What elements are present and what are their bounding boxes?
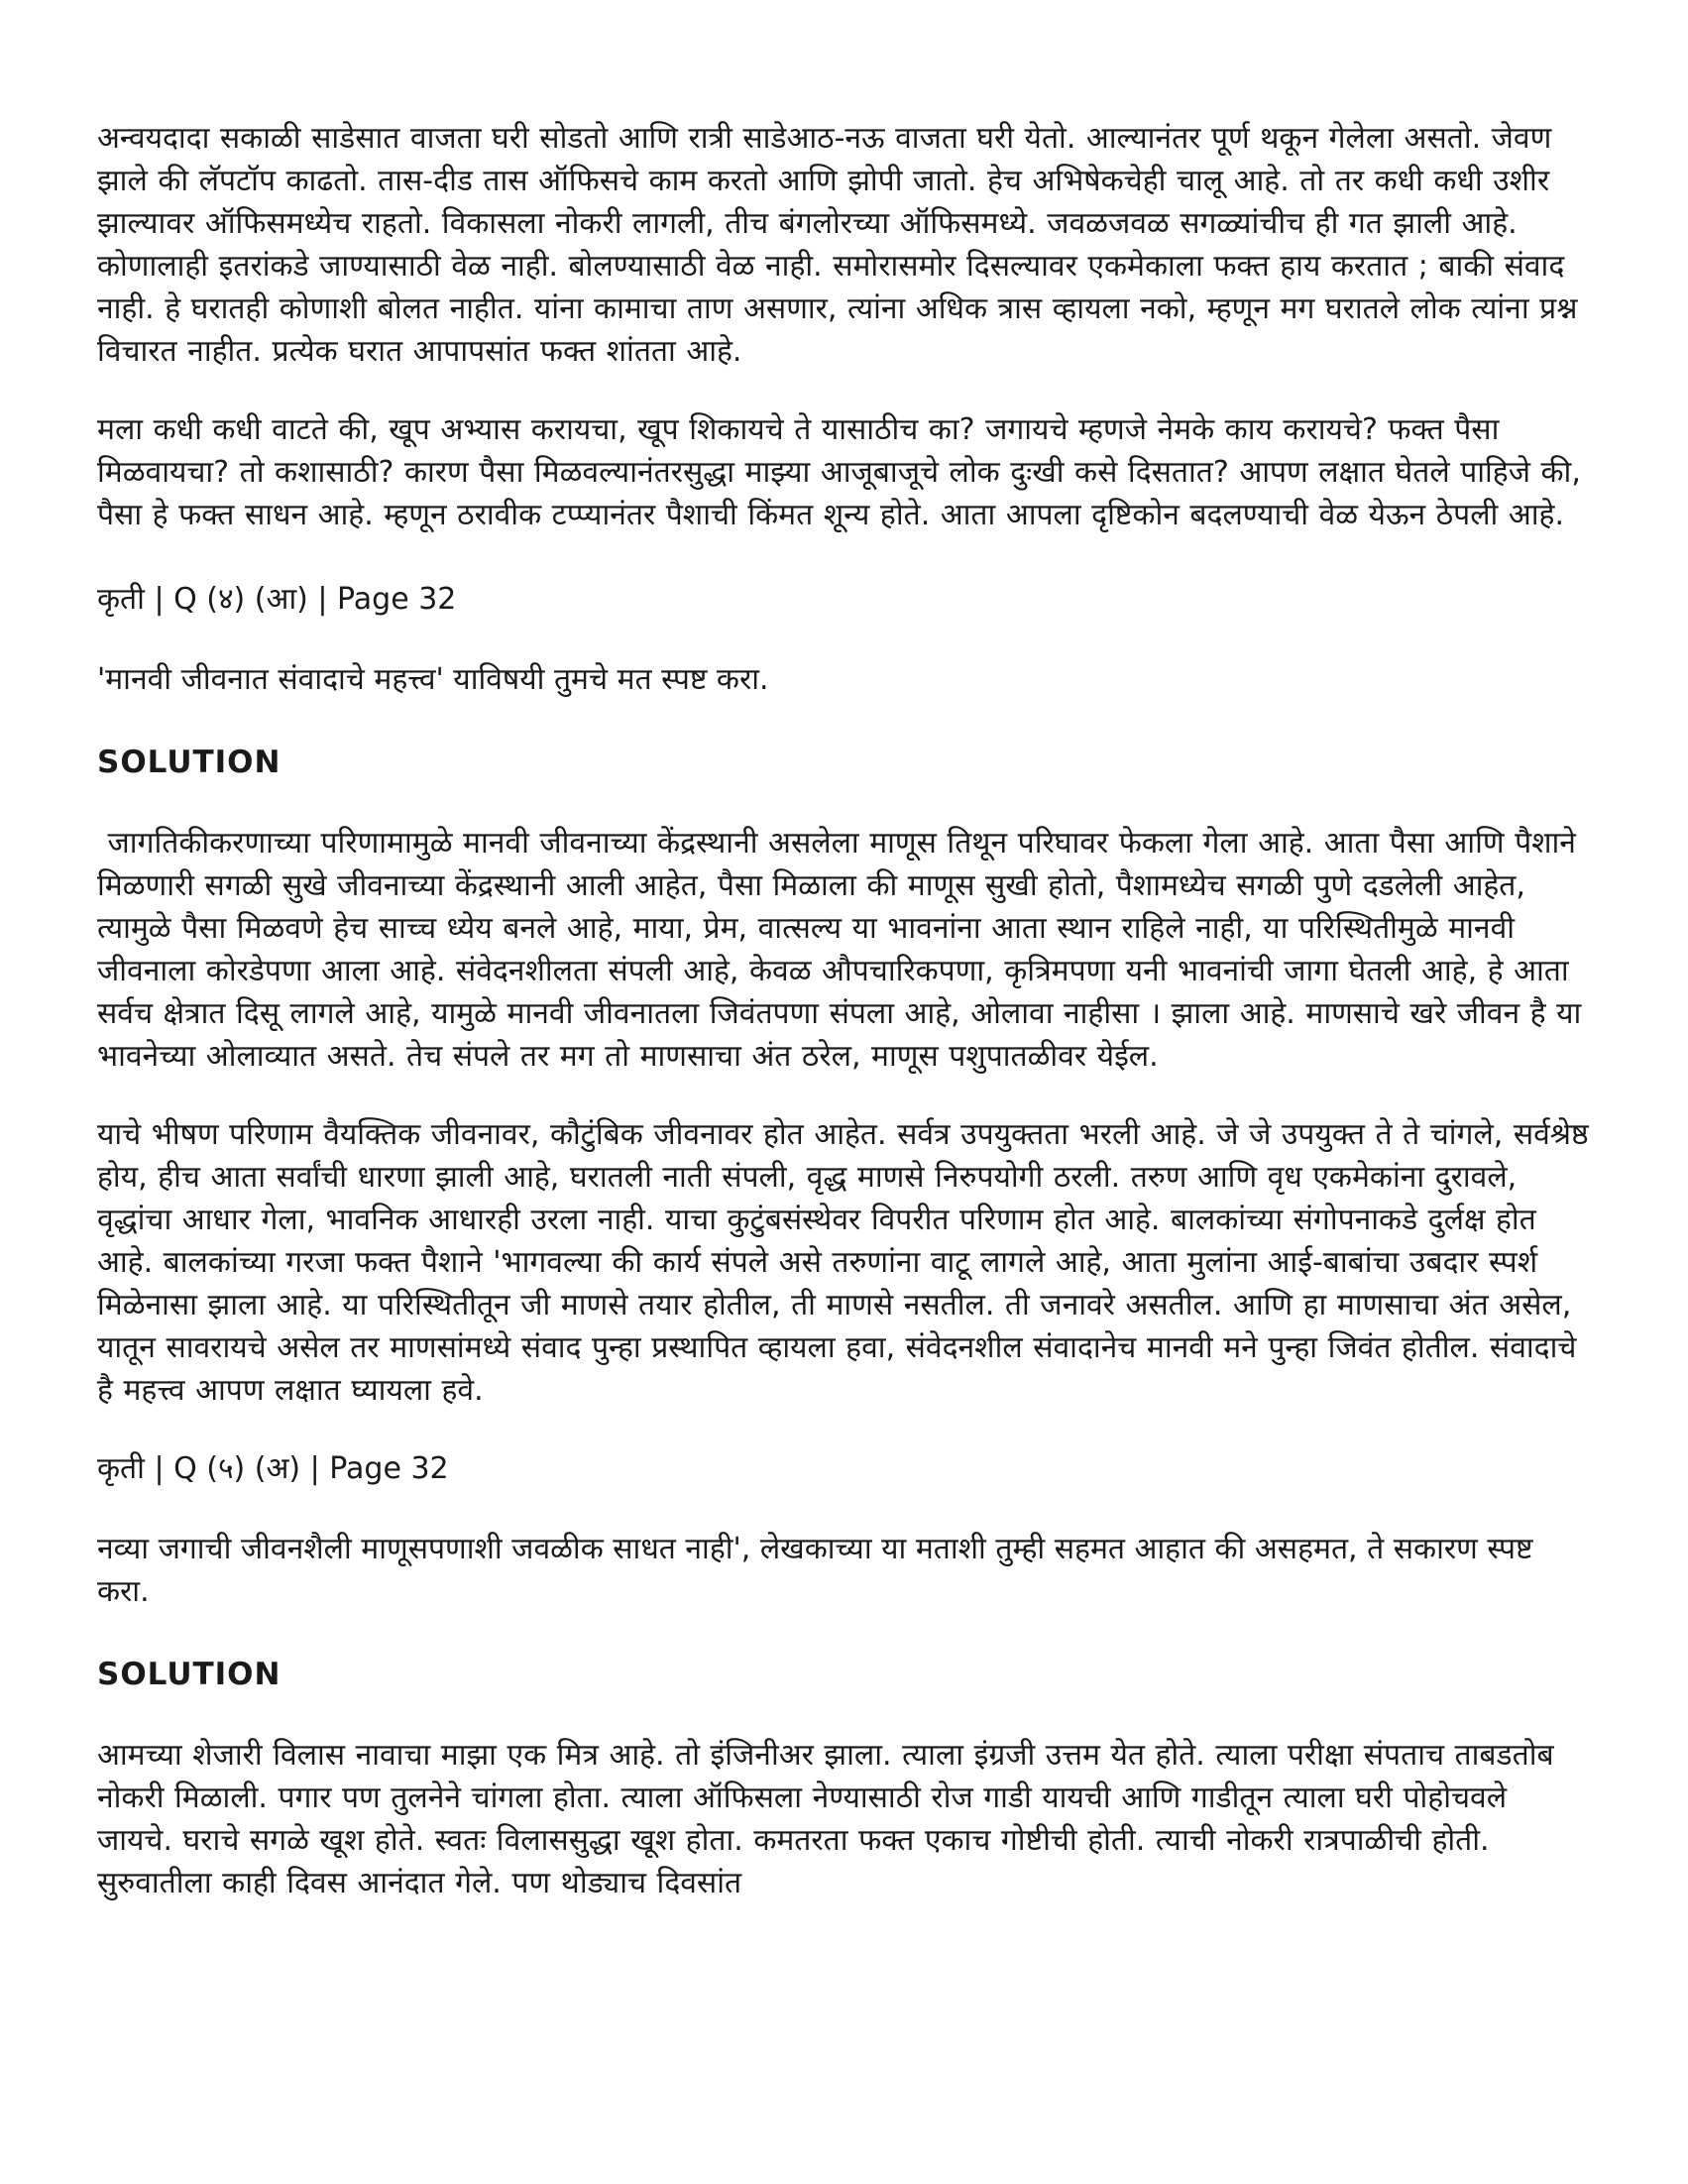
solution-paragraph: याचे भीषण परिणाम वैयक्तिक जीवनावर, कौटुंबिक जीवनावर होत आहेत. सर्वत्र उपयुक्तता भरली आहे. जे जे उपयुक्त ते ते चांगले, सर्वश्रेष्ठ होय, हीच आता सर्वांची धारणा झाली आहे, घरातली नाती संपली, वृद्ध माणसे निरुपयोगी ठरली. तरुण आणि वृध एकमेकांना दुरावले, वृद्धांचा आधार गेला, भावनिक आधारही उरला नाही. याचा कुटुंबसंस्थेवर विपरीत परिणाम होत आहे. बालकांच्या संगोपनाकडे दुर्लक्ष होत आहे. बालकांच्या गरजा फक्त पैशाने 'भागवल्या की कार्य संपले असे तरुणांना वाटू लागले आहे, आता मुलांना आई-बाबांचा उबदार स्पर्श मिळेनासा झाला आहे. या परिस्थितीतून जी माणसे तयार होतील, ती माणसे नसतील. ती जनावरे असतील. आणि हा माणसाचा अंत असेल, यातून सावरायचे असेल तर माणसांमध्ये संवाद पुन्हा प्रस्थापित व्हायला हवा, संवेदनशील संवादानेच मानवी मने पुन्हा जिवंत होतील. संवादाचे है महत्त्व आपण लक्षात घ्यायला हवे. bbox=[97, 1117, 1589, 1408]
question-meta: कृती | Q (५) (अ) | Page 32 bbox=[97, 1451, 449, 1486]
solution-heading: SOLUTION bbox=[97, 1657, 281, 1692]
intro-paragraph-1: अन्वयदादा सकाळी साडेसात वाजता घरी सोडतो आणि रात्री साडेआठ-नऊ वाजता घरी येतो. आल्यानंतर पूर्ण थकून गेलेला असतो. जेवण झाले की लॅपटॉप काढतो. तास-दीड तास ऑफिसचे काम करतो आणि झोपी जातो. हेच अभिषेकचेही चालू आहे. तो तर कधी कधी उशीर झाल्यावर ऑफिसमध्येच राहतो. विकासला नोकरी लागली, तीच बंगलोरच्या ऑफिसमध्ये. जवळजवळ सगळ्यांचीच ही गत झाली आहे. कोणालाही इतरांकडे जाण्यासाठी वेळ नाही. बोलण्यासाठी वेळ नाही. समोरासमोर दिसल्यावर एकमेकाला फक्त हाय करतात ; बाकी संवाद नाही. हे घरातही कोणाशी बोलत नाहीत. यांना कामाचा ताण असणार, त्यांना अधिक त्रास व्हायला नको, म्हणून मग घरातले लोक त्यांना प्रश्न विचारत नाहीत. प्रत्येक घरात आपापसांत फक्त शांतता आहे. bbox=[97, 121, 1578, 369]
solution-paragraph: जागतिकीकरणाच्या परिणामामुळे मानवी जीवनाच्या केंद्रस्थानी असलेला माणूस तिथून परिघावर फेकला गेला आहे. आता पैसा आणि पैशाने मिळणारी सगळी सुखे जीवनाच्या केंद्रस्थानी आली आहेत, पैसा मिळाला की माणूस सुखी होतो, पैशामध्येच सगळी पुणे दडलेली आहेत, त्यामुळे पैसा मिळवणे हेच साच्च ध्येय बनले आहे, माया, प्रेम, वात्सल्य या भावनांना आता स्थान राहिले नाही, या परिस्थितीमुळे मानवी जीवनाला कोरडेपणा आला आहे. संवेदनशीलता संपली आहे, केवळ औपचारिकपणा, कृत्रिमपणा यनी भावनांची जागा घेतली आहे, हे आता सर्वच क्षेत्रात दिसू लागले आहे, यामुळे मानवी जीवनातला जिवंतपणा संपला आहे, ओलावा नाहीसा । झाला आहे. माणसाचे खरे जीवन है या भावनेच्या ओलाव्यात असते. तेच संपले तर मग तो माणसाचा अंत ठरेल, माणूस पशुपातळीवर येईल. bbox=[97, 826, 1592, 1074]
question-meta: कृती | Q (४) (आ) | Page 32 bbox=[97, 582, 457, 617]
document-page bbox=[97, 117, 1592, 1934]
solution-paragraph: आमच्या शेजारी विलास नावाचा माझा एक मित्र आहे. तो इंजिनीअर झाला. त्याला इंग्रजी उत्तम येत होते. त्याला परीक्षा संपताच ताबडतोब नोकरी मिळाली. पगार पण तुलनेने चांगला होता. त्याला ऑफिसला नेण्यासाठी रोज गाडी यायची आणि गाडीतून त्याला घरी पोहोचवले जायचे. घराचे सगळे खूश होते. स्वतः विलाससुद्धा खूश होता. कमतरता फक्त एकाच गोष्टीची होती. त्याची नोकरी रात्रपाळीची होती. सुरुवातीला काही दिवस आनंदात गेले. पण थोड्याच दिवसांत bbox=[97, 1738, 1554, 1900]
question-block-2 bbox=[97, 1447, 1589, 1904]
question-block-1 bbox=[97, 578, 1592, 1412]
question-text: 'मानवी जीवनात संवादाचे महत्त्व' याविषयी तुमचे मत स्पष्ट करा. bbox=[97, 662, 769, 697]
solution-heading: SOLUTION bbox=[97, 745, 281, 780]
question-text: नव्या जगाची जीवनशैली माणूसपणाशी जवळीक साधत नाही', लेखकाच्या या मताशी तुम्ही सहमत आहात की असहमत, ते सकारण स्पष्ट करा. bbox=[97, 1532, 1533, 1609]
intro-paragraph-2: मला कधी कधी वाटते की, खूप अभ्यास करायचा, खूप शिकायचे ते यासाठीच का? जगायचे म्हणजे नेमके काय करायचे? फक्त पैसा मिळवायचा? तो कशासाठी? कारण पैसा मिळवल्यानंतरसुद्धा माझ्या आजूबाजूचे लोक दुःखी कसे दिसतात? आपण लक्षात घेतले पाहिजे की, पैसा हे फक्त साधन आहे. म्हणून ठरावीक टप्प्यानंतर पैशाची किंमत शून्य होते. आता आपला दृष्टिकोन बदलण्याची वेळ येऊन ठेपली आहे. bbox=[97, 412, 1581, 532]
